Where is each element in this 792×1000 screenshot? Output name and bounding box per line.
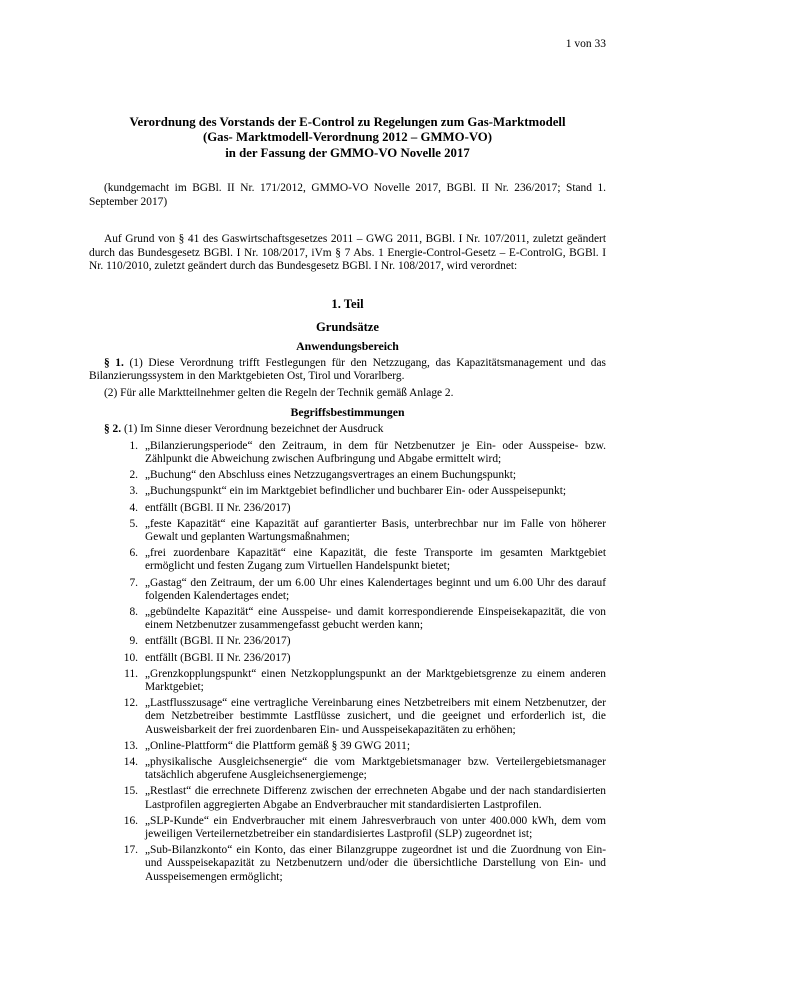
- definition-number: 13.: [123, 739, 138, 752]
- title-line-1: Verordnung des Vorstands der E-Control zu Regelungen zum Gas-Marktmodell: [129, 115, 566, 129]
- definition-number: 1.: [129, 439, 138, 452]
- title-line-2: (Gas- Marktmodell-Verordnung 2012 – GMMO-VO): [202, 130, 493, 145]
- definition-item: [89, 469, 606, 482]
- definition-text: entfällt (BGBl. II Nr. 236/2017): [145, 651, 291, 664]
- definition-item: [89, 652, 606, 665]
- page-indicator: 1 von 33: [565, 38, 606, 50]
- paragraph-1-abs-2: (2) Für alle Marktteilnehmer gelten die Regeln der Technik gemäß Anlage 2.: [104, 386, 454, 399]
- definition-item: [89, 518, 606, 544]
- definition-text: „Lastflusszusage“ eine vertragliche Vereinbarung eines Netzbetreibers mit einem Netzbenutzer, der dem Netzbetreiber bestimmte Lastflüsse zusichert, und die geeignet und erforderlich ist, die Ausweisbarkeit der frei zuordenbaren Ein- und Ausspeisekapazitäten zu erhöhen;: [145, 697, 606, 736]
- definition-item: [89, 740, 606, 753]
- document-content: [89, 37, 606, 887]
- definition-item: [89, 756, 606, 782]
- section-heading-anwendungsbereich: Anwendungsbereich: [296, 338, 399, 353]
- definition-text: „Grenzkopplungspunkt“ einen Netzkopplungspunkt an der Marktgebietsgrenze zu einem anderen Marktgebiet;: [145, 667, 606, 693]
- definition-text: „Gastag“ den Zeitraum, der um 6.00 Uhr eines Kalendertages beginnt und um 6.00 Uhr des darauf folgenden Kalendertages endet;: [145, 576, 606, 602]
- definition-text: entfällt (BGBl. II Nr. 236/2017): [145, 501, 291, 514]
- definition-text: „frei zuordenbare Kapazität“ eine Kapazität, die feste Transporte im gesamten Marktgebiet ermöglicht und festen Zugang zum Virtuellen Handelspunkt bietet;: [145, 547, 606, 573]
- definition-number: 15.: [123, 785, 138, 798]
- definition-number: 6.: [129, 547, 138, 560]
- definition-text: „physikalische Ausgleichsenergie“ die vom Marktgebietsmanager bzw. Verteilergebietsmanager tatsächlich abgerufene Ausgleichsenergiemenge;: [145, 755, 606, 782]
- definition-item: [89, 697, 606, 737]
- definition-item: [89, 440, 606, 466]
- definition-number: 4.: [129, 501, 138, 514]
- definition-text: „Online-Plattform“ die Plattform gemäß § 39 GWG 2011;: [145, 739, 410, 752]
- definition-number: 16.: [123, 814, 138, 827]
- definition-number: 14.: [123, 755, 138, 768]
- definition-item: [89, 485, 606, 498]
- definition-number: 5.: [129, 517, 138, 530]
- definition-number: 12.: [123, 697, 138, 710]
- legal-basis-paragraph: Auf Grund von § 41 des Gaswirtschaftsgesetzes 2011 – GWG 2011, BGBl. I Nr. 107/2011, zuletzt geändert durch das Bundesgesetz BGBl. I Nr. 108/2017, iVm § 7 Abs. 1 Energie-Control-Gesetz – E-ControlG, BGBl. I Nr. 110/2010, zuletzt geändert durch das Bundesgesetz BGBl. I Nr. 108/2017, wird verordnet:: [89, 233, 606, 273]
- definition-item: [89, 502, 606, 515]
- definition-item: [89, 635, 606, 648]
- part-number-heading: 1. Teil: [331, 296, 364, 311]
- part-title-heading: Grundsätze: [316, 319, 379, 334]
- definition-item: [89, 815, 606, 841]
- document-title: [89, 115, 606, 161]
- definition-text: entfällt (BGBl. II Nr. 236/2017): [145, 635, 291, 648]
- paragraph-2-intro: [89, 423, 606, 437]
- definition-item: [89, 785, 606, 811]
- definition-number: 3.: [129, 485, 138, 498]
- paragraph-2-label: § 2.: [104, 423, 122, 436]
- definition-text: „Bilanzierungsperiode“ den Zeitraum, in dem für Netzbenutzer je Ein- oder Ausspeise- bzw. Zählpunkt die Abweichung zwischen Aufbringung und Abgabe ermittelt wird;: [145, 439, 606, 465]
- definition-item: [89, 547, 606, 573]
- definition-number: 17.: [123, 844, 138, 857]
- title-line-3: in der Fassung der GMMO-VO Novelle 2017: [225, 145, 470, 160]
- paragraph-1-text: (1) Diese Verordnung trifft Festlegungen für den Netzzugang, das Kapazitätsmanagement und das Bilanzierungssystem in den Marktgebieten Ost, Tirol und Vorarlberg.: [89, 356, 606, 383]
- definition-item: [89, 668, 606, 694]
- definition-item: [89, 606, 606, 632]
- definition-number: 2.: [129, 469, 138, 482]
- definition-text: „gebündelte Kapazität“ eine Ausspeise- und damit korrespondierende Einspeisekapazität, die von einem Netzbenutzer zusammengefasst gebucht werden kann;: [145, 605, 606, 632]
- section-heading-begriffsbestimmungen: Begriffsbestimmungen: [290, 405, 405, 420]
- definition-number: 7.: [129, 576, 138, 589]
- definition-text: „Buchung“ den Abschluss eines Netzzugangsvertrages an einem Buchungspunkt;: [145, 469, 517, 482]
- definition-text: „Restlast“ die errechnete Differenz zwischen der errechneten Abgabe und der nach standardisierten Lastprofilen aggregierten Abgabe an Endverbraucher mit standardisierten Lastprofilen.: [145, 785, 606, 811]
- definition-number: 8.: [129, 605, 138, 618]
- definition-text: „Buchungspunkt“ ein im Marktgebiet befindlicher und buchbarer Ein- oder Ausspeisepunkt;: [145, 485, 567, 498]
- promulgation-note: (kundgemacht im BGBl. II Nr. 171/2012, GMMO-VO Novelle 2017, BGBl. II Nr. 236/2017; Stand 1. September 2017): [89, 182, 606, 208]
- definitions-list: [89, 440, 606, 884]
- definition-text: „feste Kapazität“ eine Kapazität auf garantierter Basis, unterbrechbar nur im Falle von höherer Gewalt und geplanten Wartungsmaßnahmen;: [145, 517, 606, 543]
- paragraph-1-abs-1: [89, 357, 606, 384]
- definition-number: 9.: [129, 635, 138, 648]
- definition-text: „Sub-Bilanzkonto“ ein Konto, das einer Bilanzgruppe zugeordnet ist und die Zuordnung von Ein- und Ausspeisekapazität zu Netzbenutzern und/oder die übersichtliche Darstellung von Ein- und Ausspeisemengen ermöglicht;: [145, 844, 606, 883]
- definition-number: 10.: [123, 651, 138, 664]
- definition-item: [89, 577, 606, 603]
- definition-item: [89, 844, 606, 884]
- definition-number: 11.: [124, 667, 138, 680]
- paragraph-1-label: § 1.: [104, 356, 124, 369]
- definition-text: „SLP-Kunde“ ein Endverbraucher mit einem Jahresverbrauch von unter 400.000 kWh, dem vom jeweiligen Verteilernetzbetreiber ein standardisiertes Lastprofil (SLP) zugeordnet ist;: [145, 814, 606, 840]
- paragraph-2-intro-text: (1) Im Sinne dieser Verordnung bezeichnet der Ausdruck: [123, 423, 384, 436]
